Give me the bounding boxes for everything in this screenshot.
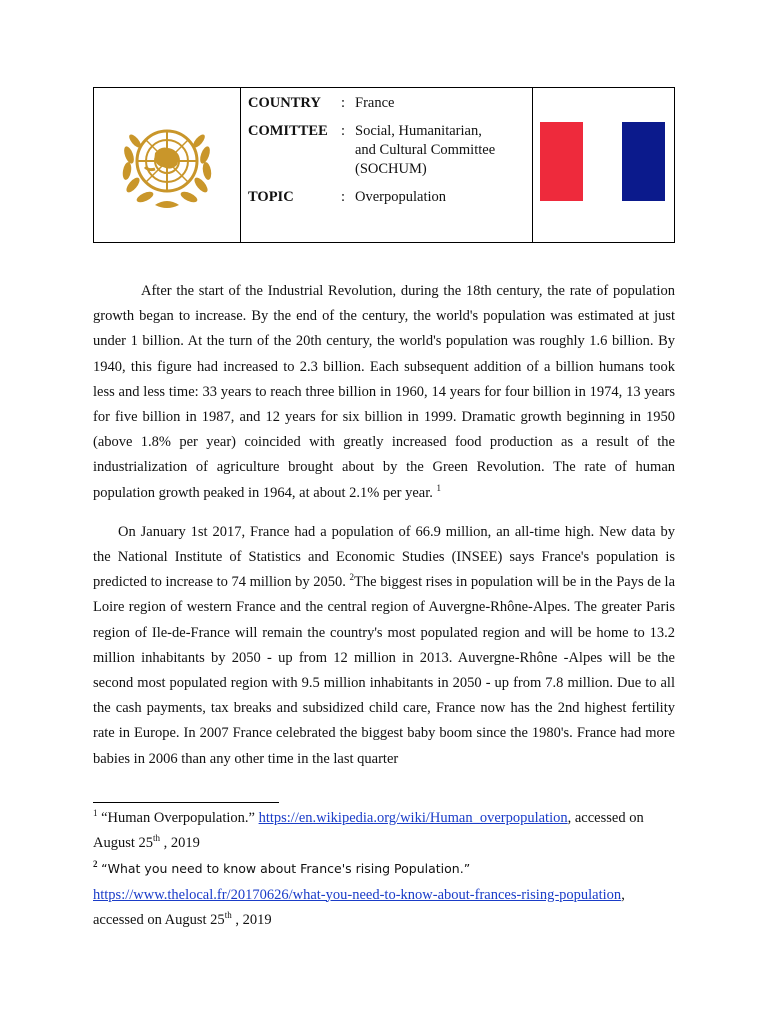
footnote-1-th: th bbox=[153, 833, 161, 844]
topic-value: Overpopulation bbox=[355, 189, 447, 205]
colon: : bbox=[341, 123, 346, 139]
flag-red-stripe bbox=[540, 122, 583, 201]
footnote-1-link[interactable]: https://en.wikipedia.org/wiki/Human_overpopulation bbox=[258, 810, 568, 826]
flag-cell bbox=[533, 88, 674, 242]
footnote-2-th: th bbox=[224, 909, 232, 920]
colon: : bbox=[341, 95, 346, 111]
flag-blue-stripe bbox=[622, 122, 665, 201]
body-text bbox=[93, 279, 675, 772]
footnote-2-accessed: accessed on August 25 bbox=[93, 911, 225, 928]
paragraph-1-text: After the start of the Industrial Revolution, during the 18th century, the rate of population growth began to increase. By the end of the century, the world's population was estimated at just under 1 billion. At the turn of the 20th century, the world's population was roughly 1.6 billion. By 1940, this figure had increased to 2.3 billion. Each subsequent addition of a billion humans took less and less time: 33 years to reach three billion in 1960, 14 years for four billion in 1974, 13 years for five billion in 1987, and 12 years for six billion in 1999. Dramatic growth beginning in 1950 (above 1.8% per year) coincided with greatly increased food production as a result of the industrialization of agriculture brought about by the Green Revolution. The rate of human population growth peaked in 1964, at about 2.1% per year. bbox=[93, 283, 675, 501]
footnote-1-number: 1 bbox=[93, 808, 98, 819]
footnote-1-title: “Human Overpopulation.” bbox=[101, 810, 255, 826]
footnote-2 bbox=[93, 856, 675, 882]
country-label: COUNTRY bbox=[248, 95, 321, 111]
footnote-2-accessed-line bbox=[93, 908, 675, 933]
footnote-2-year: , 2019 bbox=[231, 911, 272, 928]
country-row bbox=[248, 94, 532, 113]
committee-line-2: and Cultural Committee bbox=[355, 142, 496, 158]
committee-label: COMITTEE bbox=[248, 123, 328, 139]
footnote-1 bbox=[93, 806, 675, 856]
footnote-ref-1[interactable]: 1 bbox=[436, 482, 441, 493]
paragraph-2 bbox=[93, 520, 675, 772]
topic-row bbox=[248, 188, 532, 207]
logo-cell bbox=[94, 88, 241, 242]
committee-line-3: (SOCHUM) bbox=[355, 161, 427, 177]
footnote-2-title: “What you need to know about France's rising Population.” bbox=[101, 861, 471, 877]
footnote-divider bbox=[93, 802, 279, 803]
footnote-ref-2[interactable]: 2 bbox=[349, 572, 355, 583]
country-value: France bbox=[355, 95, 395, 111]
footnote-2-number: 2 bbox=[93, 859, 98, 870]
footnote-1-accessed: , accessed on August 25 bbox=[93, 810, 644, 852]
paragraph-2-text-a: On January 1st 2017, France had a population of 66.9 million, an all-time high. New data by the National Institute of Statistics and Economic Studies (INSEE) says France's population is predicted to increase to 74 million by 2050. bbox=[93, 523, 675, 591]
paragraph-2-text-b: The biggest rises in population will be in the Pays de la Loire region of western France and the central region of Auvergne-Rhône-Alpes. The greater Paris region of Ile-de-France will remain the country's most populated region and will be home to 13.2 million inhabitants by 2050 - up from 12 million in 2013. Auvergne-Rhône -Alpes will be the second most populated region with 9.5 million inhabitants in 2050 - up from 7.8 million. Due to all the cash payments, tax breaks and subsidized child care, France now has the 2nd highest fertility rate in Europe. In 2007 France celebrated the biggest baby boom since the 1980's. France had more babies in 2006 than any other time in the last quarter bbox=[93, 574, 676, 767]
topic-label: TOPIC bbox=[248, 189, 294, 205]
committee-row bbox=[248, 122, 532, 179]
header-table bbox=[93, 87, 675, 243]
un-emblem-icon bbox=[115, 115, 219, 215]
colon: : bbox=[341, 189, 346, 205]
footnote-2-link[interactable]: https://www.thelocal.fr/20170626/what-you-need-to-know-about-frances-rising-population bbox=[93, 886, 622, 903]
footnotes bbox=[93, 806, 675, 933]
committee-line-1: Social, Humanitarian, bbox=[355, 123, 482, 139]
info-cell bbox=[241, 88, 533, 242]
paragraph-1 bbox=[93, 279, 675, 506]
footnote-2-comma: , bbox=[621, 886, 625, 903]
footnote-2-link-line bbox=[93, 883, 675, 908]
footnote-1-year: , 2019 bbox=[160, 835, 200, 852]
